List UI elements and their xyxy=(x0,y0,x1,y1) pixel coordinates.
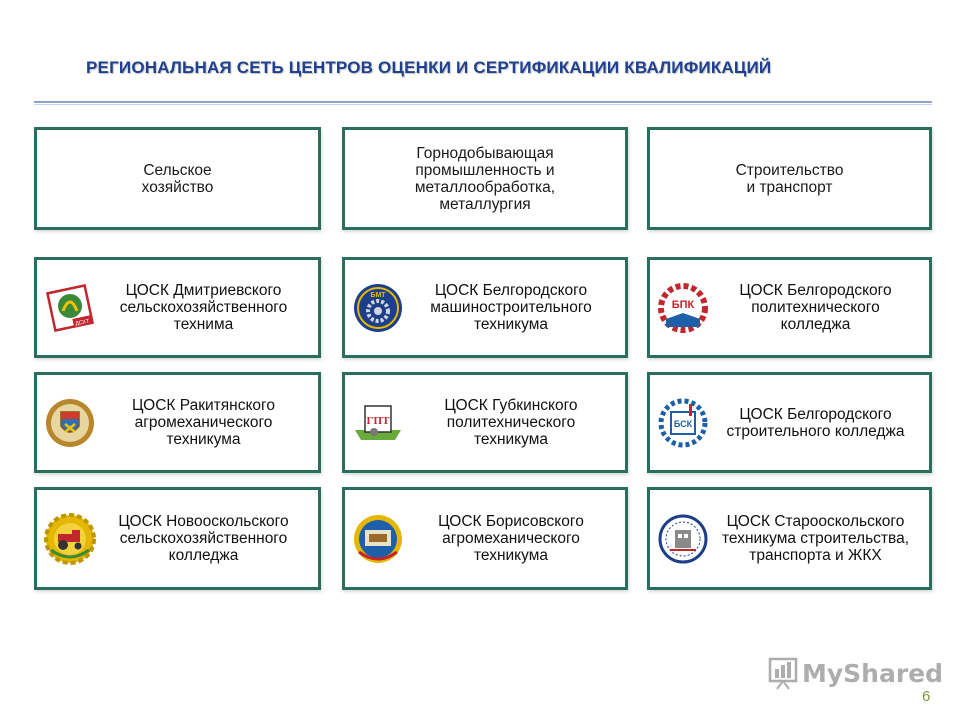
category-label: Строительство и транспорт xyxy=(735,161,844,196)
svg-text:ГПТ: ГПТ xyxy=(366,414,390,427)
center-name: ЦОСК Белгородского машиностроительного техникума xyxy=(430,282,592,333)
category-card-agriculture xyxy=(34,127,321,230)
myshared-watermark xyxy=(768,655,944,691)
presentation-icon xyxy=(768,655,944,691)
svg-text:БПК: БПК xyxy=(671,298,695,311)
center-name: ЦОСК Губкинского политехнического техникума xyxy=(444,397,578,448)
bsk-logo xyxy=(656,396,710,450)
slide-title: РЕГИОНАЛЬНАЯ СЕТЬ ЦЕНТРОВ ОЦЕНКИ И СЕРТИФИКАЦИИ КВАЛИФИКАЦИЙ xyxy=(86,58,772,77)
tractor-gear-logo xyxy=(43,512,97,566)
center-card-gubkin xyxy=(342,372,628,473)
svg-text:БСК: БСК xyxy=(673,418,693,429)
rakityansky-crest-logo xyxy=(43,396,97,450)
svg-text:БМТ: БМТ xyxy=(370,291,386,299)
gubkin-polytech-logo xyxy=(351,396,405,450)
category-label: Сельское хозяйство xyxy=(141,161,214,196)
center-name: ЦОСК Старооскольского техникума строительства, транспорта и ЖКХ xyxy=(721,513,910,564)
borisovsky-logo xyxy=(351,512,405,566)
slide-number: 6 xyxy=(922,688,931,705)
center-card-belgorod-polytech xyxy=(647,257,932,358)
center-card-belgorod-machine xyxy=(342,257,628,358)
svg-text:MyShared: MyShared xyxy=(802,659,944,688)
bpk-gear-logo xyxy=(656,281,710,335)
center-card-stary-oskol xyxy=(647,487,932,590)
svg-text:ДСХТ: ДСХТ xyxy=(74,318,91,327)
center-card-rakityansky xyxy=(34,372,321,473)
category-card-construction-transport xyxy=(647,127,932,230)
center-name: ЦОСК Борисовского агромеханического техникума xyxy=(438,513,584,564)
category-label: Горнодобывающая промышленность и металлообработка, металлургия xyxy=(414,144,556,213)
center-name: ЦОСК Новооскольского сельскохозяйственного колледжа xyxy=(118,513,289,564)
stary-oskol-logo xyxy=(656,512,710,566)
center-name: ЦОСК Ракитянского агромеханического техникума xyxy=(132,397,275,448)
center-card-novooskolsky xyxy=(34,487,321,590)
category-card-mining-metallurgy xyxy=(342,127,628,230)
center-card-borisovsky xyxy=(342,487,628,590)
machine-building-logo xyxy=(351,281,405,335)
center-name: ЦОСК Белгородского политехнического колледжа xyxy=(739,282,892,333)
title-underline-shadow xyxy=(34,104,932,105)
center-name: ЦОСК Белгородского строительного колледжа xyxy=(726,405,905,440)
center-name: ЦОСК Дмитриевского сельскохозяйственного технима xyxy=(119,282,288,333)
agricultural-college-logo xyxy=(43,281,97,335)
center-card-dmitrievsky xyxy=(34,257,321,358)
title-underline xyxy=(34,101,932,103)
center-card-belgorod-construction xyxy=(647,372,932,473)
